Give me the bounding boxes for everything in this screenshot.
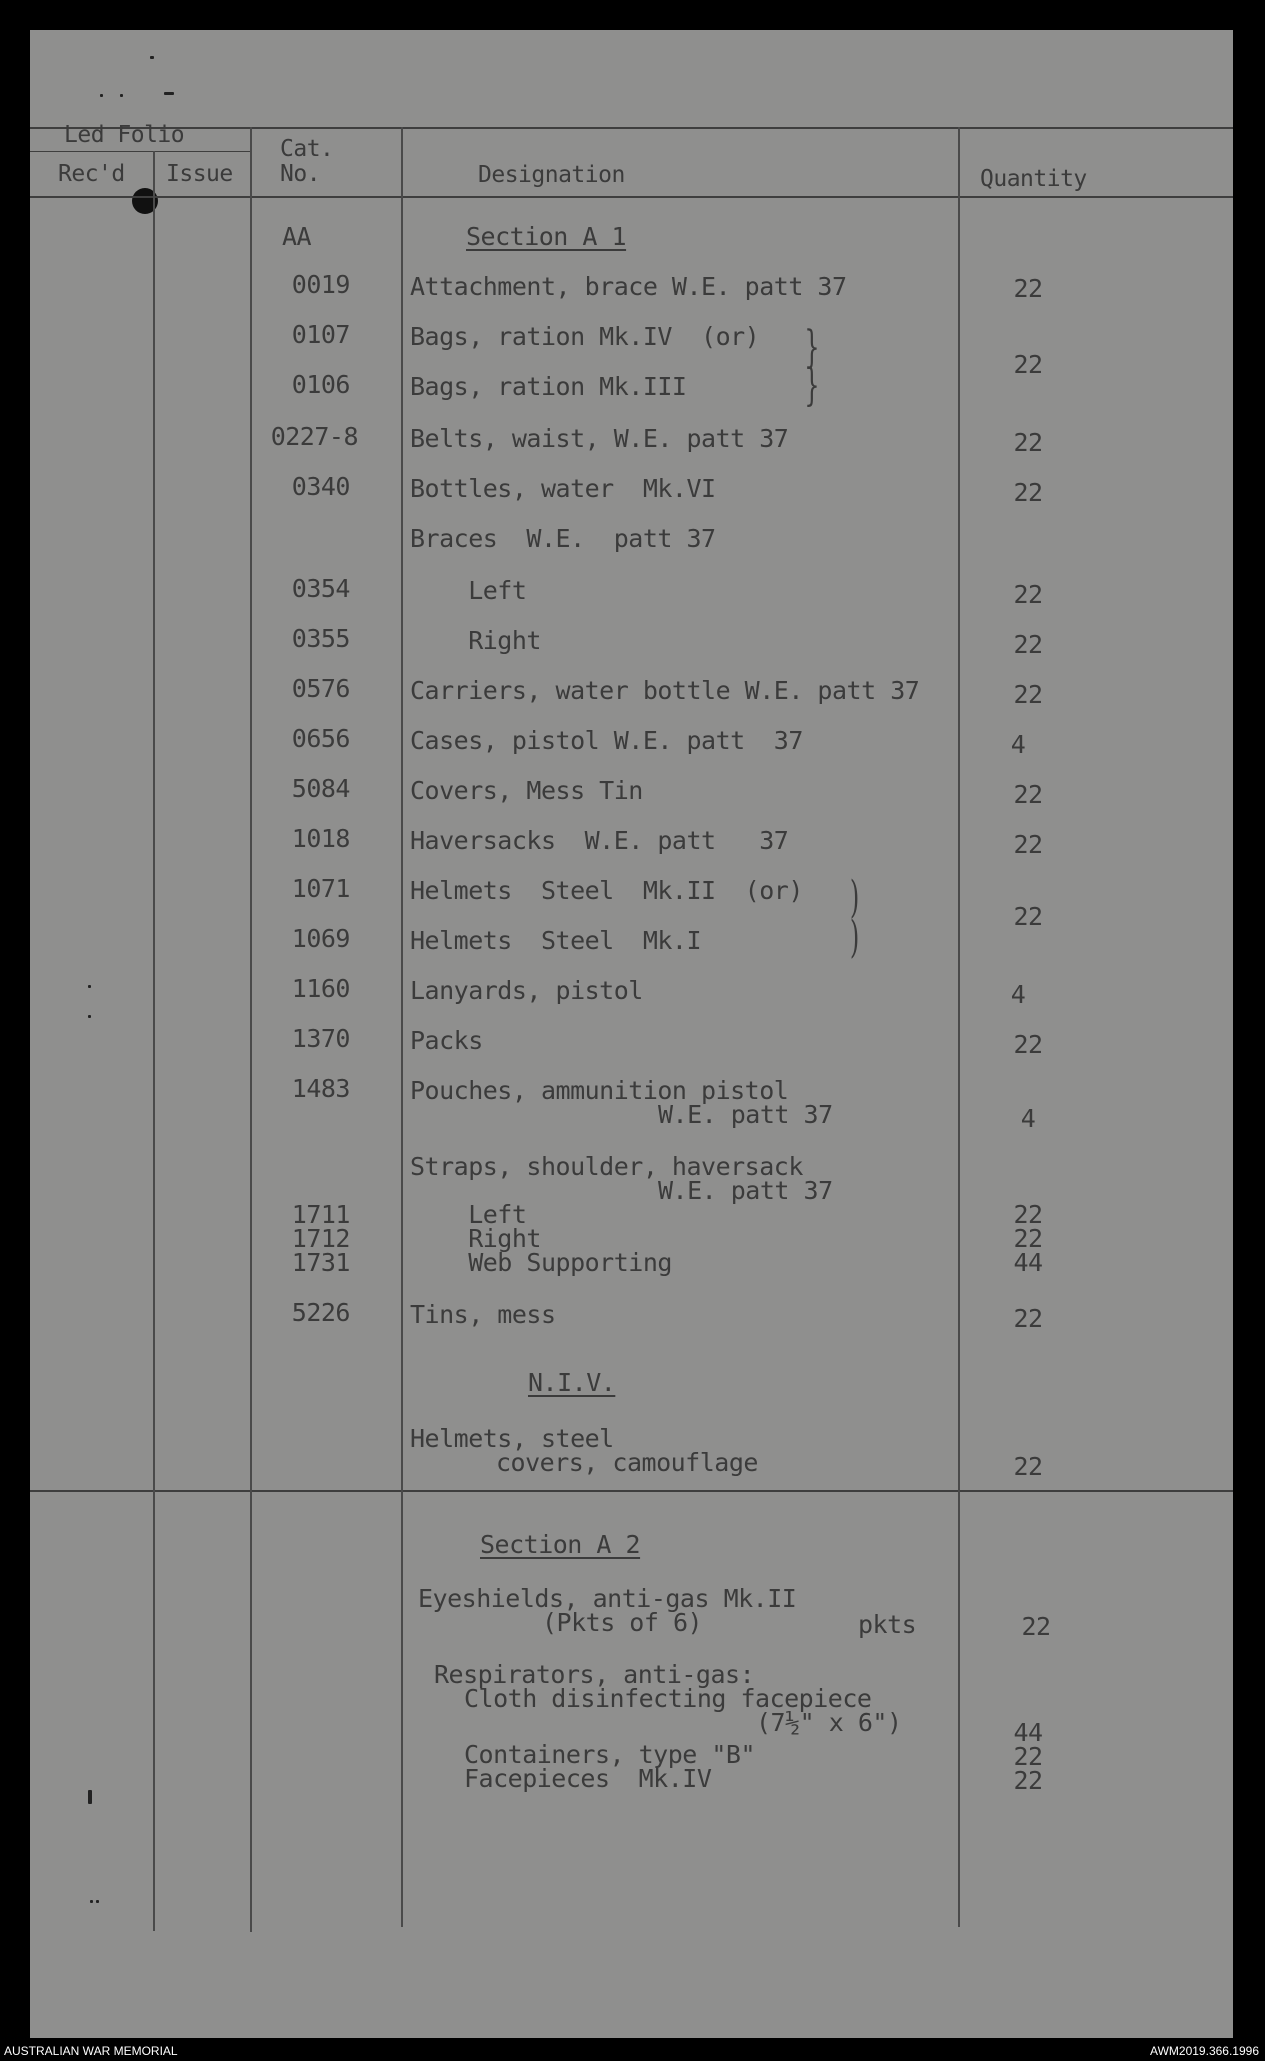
item-quantity: 4: [1010, 730, 1026, 759]
item-designation-cont: W.E. patt 37: [658, 1100, 833, 1129]
cat-number: 1018: [291, 824, 350, 853]
brace-bracket: ): [849, 912, 860, 963]
ink-speck: [96, 1900, 99, 1903]
item-quantity: 22: [1013, 1030, 1043, 1059]
item-quantity: 22: [1013, 350, 1043, 379]
item-quantity: 22: [1013, 780, 1043, 809]
cat-number: 0106: [291, 370, 350, 399]
column-rule-cat: [401, 127, 403, 1927]
ink-speck: [88, 1015, 91, 1018]
item-quantity: 22: [1013, 830, 1043, 859]
column-rule-designation: [958, 127, 960, 1927]
item-designation: Packs: [410, 1026, 483, 1055]
item-quantity: 4: [1010, 980, 1026, 1009]
item-designation: Right: [410, 1224, 541, 1253]
column-rule-recd: [153, 151, 155, 1931]
header-ledger-folio: Led Folio: [64, 122, 185, 148]
brace-bracket: }: [804, 360, 820, 411]
header-designation: Designation: [478, 162, 625, 188]
cat-number: 0227-8: [270, 422, 358, 451]
item-designation: Bottles, water Mk.VI: [410, 474, 716, 503]
item-designation: Helmets Steel Mk.II (or): [410, 876, 803, 905]
cat-number: 1712: [291, 1224, 350, 1253]
item-quantity: 22: [1013, 902, 1043, 931]
cat-number: 1069: [291, 924, 350, 953]
cat-number: 1370: [291, 1024, 350, 1053]
item-designation: Braces W.E. patt 37: [410, 524, 716, 553]
item-designation: Straps, shoulder, haversack: [410, 1152, 803, 1181]
item-designation: Belts, waist, W.E. patt 37: [410, 424, 789, 453]
item-designation: Helmets Steel Mk.I: [410, 926, 702, 955]
item-designation: Left: [410, 1200, 527, 1229]
item-designation: Attachment, brace W.E. patt 37: [410, 272, 847, 301]
section-a1-title: Section A 1: [466, 222, 627, 251]
item-quantity: 4: [1020, 1104, 1036, 1133]
cat-number: 1483: [291, 1074, 350, 1103]
item-designation: Bags, ration Mk.III: [410, 372, 687, 401]
ink-speck: [88, 985, 91, 988]
cat-number: 5226: [291, 1298, 350, 1327]
brace-bracket: ): [849, 872, 860, 923]
section-divider-rule: [30, 1490, 1233, 1492]
header-bottom-rule: [30, 196, 1233, 198]
header-quantity: Quantity: [980, 166, 1087, 192]
item-quantity: 22: [1013, 680, 1043, 709]
cat-number: 1711: [291, 1200, 350, 1229]
footer-accession: AWM2019.366.1996: [1150, 2044, 1259, 2058]
containers-quantity: 22: [1013, 1742, 1043, 1771]
cat-number: 5084: [291, 774, 350, 803]
eyeshields-unit: pkts: [858, 1610, 917, 1639]
item-designation: Left: [410, 576, 527, 605]
item-designation: Carriers, water bottle W.E. patt 37: [410, 676, 920, 705]
ink-speck: [120, 94, 123, 97]
item-quantity: 22: [1013, 1224, 1043, 1253]
item-quantity: 22: [1013, 630, 1043, 659]
header-issue: Issue: [166, 161, 233, 187]
cat-number: 0656: [291, 724, 350, 753]
cat-number: 0355: [291, 624, 350, 653]
item-quantity: 22: [1013, 580, 1043, 609]
cat-number: 0340: [291, 472, 350, 501]
cat-number: 1160: [291, 974, 350, 1003]
eyeshields-pack: (Pkts of 6): [542, 1608, 703, 1637]
ink-speck: [90, 1900, 93, 1903]
item-designation: Bags, ration Mk.IV (or): [410, 322, 760, 351]
cloth-designation: Cloth disinfecting facepiece: [464, 1684, 872, 1713]
facepieces-quantity: 22: [1013, 1766, 1043, 1795]
item-designation: Web Supporting: [410, 1248, 672, 1277]
item-quantity: 22: [1013, 1304, 1043, 1333]
item-quantity: 22: [1013, 274, 1043, 303]
header-no: No.: [280, 161, 321, 187]
eyeshields-quantity: 22: [1021, 1612, 1051, 1641]
item-quantity: 44: [1013, 1248, 1043, 1277]
niv-quantity: 22: [1013, 1452, 1043, 1481]
ink-speck: [150, 56, 154, 59]
item-quantity: 22: [1013, 1200, 1043, 1229]
ink-speck: [164, 92, 174, 95]
header-cat: Cat.: [280, 136, 334, 162]
cloth-size: (7½" x 6"): [756, 1708, 902, 1737]
footer-institution: AUSTRALIAN WAR MEMORIAL: [4, 2044, 178, 2058]
cat-number: 1071: [291, 874, 350, 903]
folio-sub-rule: [30, 151, 250, 152]
item-quantity: 22: [1013, 478, 1043, 507]
respirators-heading: Respirators, anti-gas:: [434, 1660, 755, 1689]
header-recd: Rec'd: [58, 161, 125, 187]
cat-number: 0354: [291, 574, 350, 603]
item-designation: Haversacks W.E. patt 37: [410, 826, 789, 855]
ink-speck: [100, 94, 103, 97]
item-designation-cont: W.E. patt 37: [658, 1176, 833, 1205]
document-page: [30, 30, 1233, 2038]
facepieces-designation: Facepieces Mk.IV: [464, 1764, 712, 1793]
header-top-rule: [30, 127, 1233, 129]
eyeshields-designation: Eyeshields, anti-gas Mk.II: [418, 1584, 797, 1613]
cat-number: 0019: [291, 270, 350, 299]
brace-bracket: }: [804, 322, 820, 373]
cat-number: 0576: [291, 674, 350, 703]
cat-number: 0107: [291, 320, 350, 349]
ink-speck: [88, 1790, 92, 1804]
niv-designation: Helmets, steel: [410, 1424, 614, 1453]
niv-title: N.I.V.: [528, 1368, 616, 1397]
item-designation: Pouches, ammunition pistol: [410, 1076, 789, 1105]
item-designation: Covers, Mess Tin: [410, 776, 643, 805]
containers-designation: Containers, type "B": [464, 1740, 756, 1769]
cloth-quantity: 44: [1013, 1718, 1043, 1747]
section-a2-title: Section A 2: [480, 1530, 641, 1559]
cat-prefix: AA: [282, 222, 312, 251]
niv-designation-cont: covers, camouflage: [496, 1448, 758, 1477]
item-designation: Tins, mess: [410, 1300, 556, 1329]
item-designation: Lanyards, pistol: [410, 976, 643, 1005]
item-quantity: 22: [1013, 428, 1043, 457]
item-designation: Right: [410, 626, 541, 655]
cat-number: 1731: [291, 1248, 350, 1277]
item-designation: Cases, pistol W.E. patt 37: [410, 726, 803, 755]
